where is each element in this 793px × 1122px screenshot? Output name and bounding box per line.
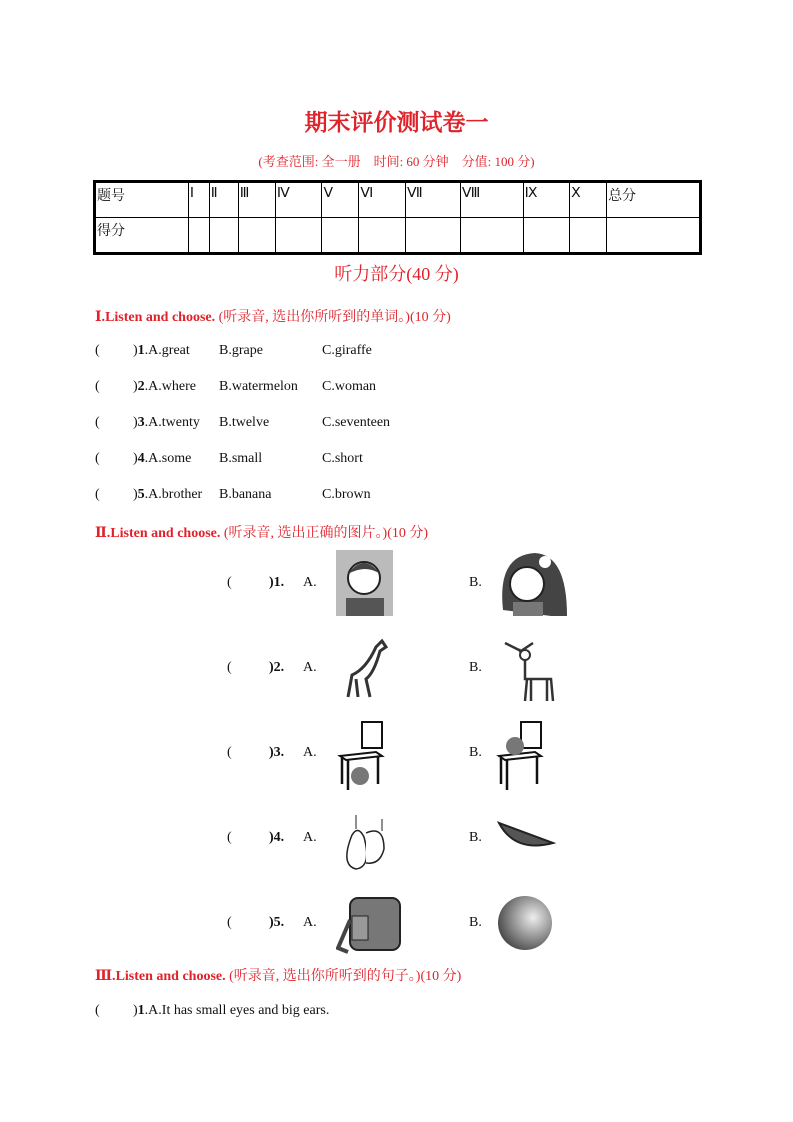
picture-question-row — [0, 803, 793, 873]
question-number: 5 — [137, 487, 145, 502]
question-number: 5. — [273, 915, 285, 930]
option-a-label: A. — [303, 830, 317, 845]
answer-bracket-open[interactable]: ( — [227, 575, 232, 590]
section-2-heading — [95, 522, 428, 542]
header-cell: Ⅰ — [188, 182, 209, 218]
answer-bracket-open[interactable]: ( — [95, 343, 100, 358]
section-note: (听录音, 选出你所听到的句子。)(10 分) — [229, 969, 462, 984]
option-b-label: B. — [469, 745, 482, 760]
score-cell[interactable] — [238, 218, 275, 254]
option-b-label: B. — [469, 575, 482, 590]
section-1-heading — [95, 306, 451, 326]
answer-bracket-open[interactable]: ( — [95, 487, 100, 502]
exam-info: (考查范围: 全一册 时间: 60 分钟 分值: 100 分) — [258, 154, 535, 169]
option-c: C.seventeen — [322, 415, 391, 430]
question-number: 3 — [137, 415, 145, 430]
header-cell: Ⅵ — [359, 182, 406, 218]
option-a-label: A. — [303, 660, 317, 675]
question-number: 1 — [137, 1003, 145, 1018]
pears-picture[interactable] — [336, 805, 408, 875]
answer-bracket-close: ) — [133, 1003, 138, 1018]
part-heading: 听力部分(40 分) — [334, 264, 459, 284]
answer-bracket-open[interactable]: ( — [227, 915, 232, 930]
picture-question-row — [0, 633, 793, 703]
header-cell: 总分 — [607, 182, 701, 218]
answer-bracket-close: ) — [269, 915, 274, 930]
option-b-label: B. — [469, 915, 482, 930]
section-number: Ⅲ. — [95, 969, 116, 984]
option-a: .A.twenty — [144, 415, 200, 430]
answer-bracket-open[interactable]: ( — [95, 1003, 100, 1018]
question-number: 2. — [273, 660, 285, 675]
question-number: 1 — [137, 343, 145, 358]
option-c: C.brown — [322, 487, 371, 502]
option-b: B.small — [219, 451, 263, 466]
option-a: .A.great — [144, 343, 190, 358]
score-label: 得分 — [95, 218, 189, 254]
picture-question-row — [0, 548, 793, 618]
page-title: 期末评价测试卷一 — [304, 110, 489, 136]
ball-on-chair-picture[interactable] — [495, 720, 571, 790]
header-cell: Ⅷ — [460, 182, 523, 218]
option-b: B.grape — [219, 343, 263, 358]
score-cell[interactable] — [322, 218, 359, 254]
picture-question-row — [0, 718, 793, 788]
option-a: .A.brother — [144, 487, 203, 502]
header-cell: Ⅴ — [322, 182, 359, 218]
score-cell[interactable] — [570, 218, 607, 254]
option-b: B.twelve — [219, 415, 270, 430]
answer-bracket-close: ) — [269, 830, 274, 845]
section-number: Ⅰ. — [95, 310, 106, 325]
header-cell: Ⅸ — [523, 182, 569, 218]
score-cell[interactable] — [188, 218, 209, 254]
schoolbag-picture[interactable] — [336, 890, 408, 960]
answer-bracket-open[interactable]: ( — [95, 415, 100, 430]
answer-bracket-close: ) — [133, 379, 138, 394]
answer-bracket-close: ) — [269, 660, 274, 675]
section-title: Listen and choose. — [105, 310, 216, 325]
section-number: Ⅱ. — [95, 526, 111, 541]
section-title: Listen and choose. — [115, 969, 226, 984]
option-b: B.banana — [219, 487, 272, 502]
answer-bracket-open[interactable]: ( — [227, 660, 232, 675]
score-cell[interactable] — [406, 218, 461, 254]
score-row — [95, 218, 701, 254]
section-note: (听录音, 选出正确的图片。)(10 分) — [223, 526, 429, 541]
answer-bracket-close: ) — [133, 343, 138, 358]
section-3-heading — [95, 965, 461, 985]
question-number: 2 — [137, 379, 145, 394]
giraffe-picture[interactable] — [336, 635, 408, 705]
answer-bracket-open[interactable]: ( — [95, 379, 100, 394]
header-cell: Ⅹ — [570, 182, 607, 218]
header-cell: Ⅱ — [209, 182, 238, 218]
header-cell: 题号 — [95, 182, 189, 218]
option-a: .A.It has small eyes and big ears. — [144, 1003, 330, 1018]
ball-picture[interactable] — [495, 890, 571, 960]
option-c: C.short — [322, 451, 363, 466]
answer-bracket-close: ) — [269, 745, 274, 760]
section-note: (听录音, 选出你所听到的单词。)(10 分) — [218, 310, 451, 325]
girl-picture[interactable] — [495, 550, 571, 620]
section-title: Listen and choose. — [110, 526, 221, 541]
option-a-label: A. — [303, 575, 317, 590]
answer-bracket-close: ) — [133, 451, 138, 466]
answer-bracket-close: ) — [133, 415, 138, 430]
picture-question-row — [0, 888, 793, 958]
option-a-label: A. — [303, 915, 317, 930]
option-b-label: B. — [469, 660, 482, 675]
boy-picture[interactable] — [336, 550, 408, 620]
question-number: 4. — [273, 830, 285, 845]
question-number: 4 — [137, 451, 145, 466]
score-table — [93, 180, 702, 255]
score-cell[interactable] — [523, 218, 569, 254]
score-cell[interactable] — [209, 218, 238, 254]
score-cell[interactable] — [607, 218, 701, 254]
question-number: 3. — [273, 745, 285, 760]
answer-bracket-open[interactable]: ( — [95, 451, 100, 466]
score-cell[interactable] — [359, 218, 406, 254]
option-b: B.watermelon — [219, 379, 298, 394]
score-cell[interactable] — [275, 218, 322, 254]
answer-bracket-open[interactable]: ( — [227, 745, 232, 760]
option-c: C.woman — [322, 379, 377, 394]
option-c: C.giraffe — [322, 343, 372, 358]
header-cell: Ⅳ — [275, 182, 322, 218]
score-table-header — [95, 182, 701, 218]
option-a-label: A. — [303, 745, 317, 760]
watermelon-picture[interactable] — [495, 805, 571, 875]
header-cell: Ⅶ — [406, 182, 461, 218]
option-a: .A.where — [144, 379, 196, 394]
ball-under-chair-picture[interactable] — [336, 720, 408, 790]
option-a: .A.some — [144, 451, 192, 466]
answer-bracket-open[interactable]: ( — [227, 830, 232, 845]
option-b-label: B. — [469, 830, 482, 845]
deer-picture[interactable] — [495, 635, 571, 705]
question-number: 1. — [273, 575, 285, 590]
score-cell[interactable] — [460, 218, 523, 254]
answer-bracket-close: ) — [133, 487, 138, 502]
answer-bracket-close: ) — [269, 575, 274, 590]
header-cell: Ⅲ — [238, 182, 275, 218]
